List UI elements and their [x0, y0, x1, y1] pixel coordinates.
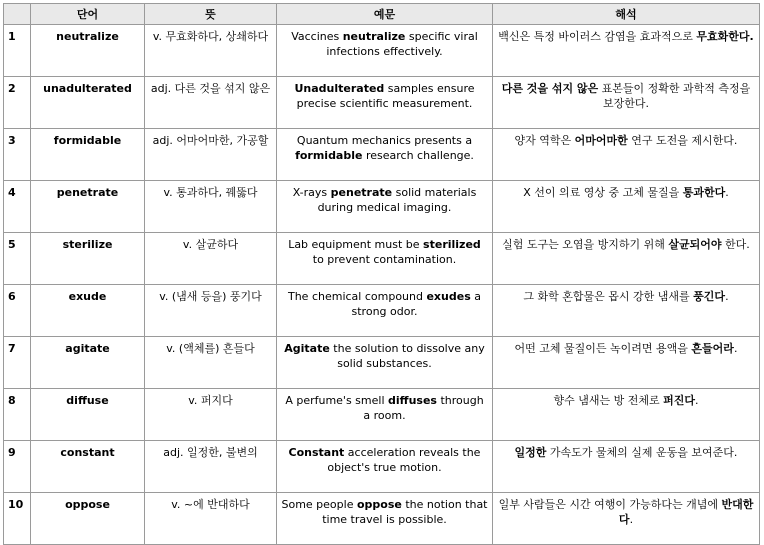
table-row	[4, 181, 760, 233]
word-meaning: v. 퍼지다	[145, 389, 277, 441]
row-number: 5	[4, 233, 31, 285]
row-number: 1	[4, 25, 31, 77]
row-number: 7	[4, 337, 31, 389]
example-text: The chemical compound	[287, 290, 427, 303]
word-meaning: adj. 어마어마한, 가공할	[145, 129, 277, 181]
table-row	[4, 389, 760, 441]
translation-keyword: 반대한다	[618, 498, 754, 526]
table-body	[4, 25, 760, 545]
header-example: 예문	[277, 4, 493, 25]
table-row	[4, 233, 760, 285]
translation-keyword: 다른 것을 섞지 않은	[501, 82, 599, 95]
translation-text: 어떤 고체 물질이든 녹이려면 용액을	[514, 342, 692, 355]
example-sentence	[277, 389, 493, 441]
vocab-word: diffuse	[31, 389, 145, 441]
example-text: to prevent contamination.	[312, 253, 457, 266]
header-meaning: 뜻	[145, 4, 277, 25]
translation	[493, 493, 760, 545]
example-sentence	[277, 77, 493, 129]
word-meaning: adj. 다른 것을 섞지 않은	[145, 77, 277, 129]
translation-text: 백신은 특정 바이러스 감염을 효과적으로	[498, 30, 697, 43]
table-row	[4, 441, 760, 493]
example-keyword: neutralize	[342, 30, 406, 43]
example-text: A perfume's smell	[285, 394, 389, 407]
header-row	[4, 4, 760, 25]
example-sentence	[277, 25, 493, 77]
vocab-word: agitate	[31, 337, 145, 389]
vocab-word: constant	[31, 441, 145, 493]
word-meaning: v. 살균하다	[145, 233, 277, 285]
translation-text: .	[629, 513, 634, 526]
example-sentence	[277, 337, 493, 389]
translation-text: .	[725, 186, 729, 199]
word-meaning: v. 무효화하다, 상쇄하다	[145, 25, 277, 77]
example-keyword: Constant	[288, 446, 345, 459]
example-keyword: oppose	[356, 498, 402, 511]
example-sentence	[277, 493, 493, 545]
table-row	[4, 337, 760, 389]
example-text: specific viral infections effectively.	[326, 30, 478, 58]
example-keyword: Agitate	[284, 342, 330, 355]
example-sentence	[277, 129, 493, 181]
example-keyword: sterilized	[423, 238, 481, 251]
example-text: the notion that time travel is possible.	[322, 498, 488, 526]
translation-text: 향수 냄새는 방 전체로	[553, 394, 664, 407]
table-row	[4, 129, 760, 181]
header-number	[4, 4, 31, 25]
row-number: 4	[4, 181, 31, 233]
example-text: X-rays	[292, 186, 331, 199]
row-number: 2	[4, 77, 31, 129]
row-number: 3	[4, 129, 31, 181]
example-keyword: Unadulterated	[294, 82, 385, 95]
vocab-word: neutralize	[31, 25, 145, 77]
translation-text: 실험 도구는 오염을 방지하기 위해	[502, 238, 669, 251]
vocabulary-table	[3, 3, 760, 545]
translation-keyword: 흔들어라	[691, 342, 734, 355]
translation	[493, 285, 760, 337]
translation	[493, 25, 760, 77]
example-text: through a room.	[363, 394, 484, 422]
example-text: research challenge.	[362, 149, 474, 162]
example-text: Vaccines	[291, 30, 343, 43]
translation-text: .	[695, 394, 699, 407]
translation-text: 양자 역학은	[514, 134, 575, 147]
translation-text: 가속도가 물체의 실제 운동을 보여준다.	[546, 446, 738, 459]
example-text: solid materials during medical imaging.	[317, 186, 477, 214]
translation-text: .	[733, 342, 738, 355]
row-number: 8	[4, 389, 31, 441]
vocab-word: formidable	[31, 129, 145, 181]
vocab-word: unadulterated	[31, 77, 145, 129]
example-keyword: formidable	[295, 149, 363, 162]
translation-text: 연구 도전을 제시한다.	[627, 134, 738, 147]
translation-keyword: 어마어마한	[574, 134, 628, 147]
translation	[493, 337, 760, 389]
word-meaning: v. (액체를) 흔들다	[145, 337, 277, 389]
example-text: samples ensure precise scientific measurement.	[296, 82, 475, 110]
translation-text: .	[725, 290, 729, 303]
translation	[493, 441, 760, 493]
example-text: a strong odor.	[351, 290, 481, 318]
translation-text: X 선이 의료 영상 중 고체 물질을	[523, 186, 683, 199]
word-meaning: v. (냄새 등을) 풍기다	[145, 285, 277, 337]
example-sentence	[277, 181, 493, 233]
example-keyword: diffuses	[388, 394, 437, 407]
vocab-word: sterilize	[31, 233, 145, 285]
translation	[493, 129, 760, 181]
translation-keyword: 무효화한다.	[696, 30, 754, 43]
row-number: 9	[4, 441, 31, 493]
translation-text: 한다.	[721, 238, 750, 251]
example-text: Some people	[281, 498, 357, 511]
word-meaning: v. ~에 반대하다	[145, 493, 277, 545]
vocab-word: penetrate	[31, 181, 145, 233]
example-text: acceleration reveals the object's true motion.	[327, 446, 481, 474]
translation	[493, 389, 760, 441]
example-text: the solution to dissolve any solid substances.	[329, 342, 485, 370]
translation-text: 그 화학 혼합물은 몹시 강한 냄새를	[523, 290, 694, 303]
translation	[493, 77, 760, 129]
vocab-word: oppose	[31, 493, 145, 545]
vocab-word: exude	[31, 285, 145, 337]
translation-keyword: 살균되어야	[668, 238, 722, 251]
header-translation: 해석	[493, 4, 760, 25]
row-number: 10	[4, 493, 31, 545]
word-meaning: adj. 일정한, 불변의	[145, 441, 277, 493]
translation	[493, 233, 760, 285]
header-word: 단어	[31, 4, 145, 25]
table-row	[4, 25, 760, 77]
table-row	[4, 285, 760, 337]
example-keyword: exudes	[426, 290, 471, 303]
translation-keyword: 퍼진다	[663, 394, 695, 407]
translation-keyword: 통과한다	[682, 186, 726, 199]
translation	[493, 181, 760, 233]
table-row	[4, 77, 760, 129]
translation-text: 표본들이 정확한 과학적 측정을 보장한다.	[598, 82, 751, 110]
example-keyword: penetrate	[330, 186, 393, 199]
example-sentence	[277, 285, 493, 337]
table-row	[4, 493, 760, 545]
example-text: Lab equipment must be	[288, 238, 424, 251]
row-number: 6	[4, 285, 31, 337]
example-sentence	[277, 233, 493, 285]
example-text: Quantum mechanics presents a	[296, 134, 473, 147]
example-sentence	[277, 441, 493, 493]
word-meaning: v. 통과하다, 꿰뚫다	[145, 181, 277, 233]
translation-keyword: 일정한	[514, 446, 547, 459]
translation-text: 일부 사람들은 시간 여행이 가능하다는 개념에	[498, 498, 722, 511]
translation-keyword: 풍긴다	[693, 290, 726, 303]
